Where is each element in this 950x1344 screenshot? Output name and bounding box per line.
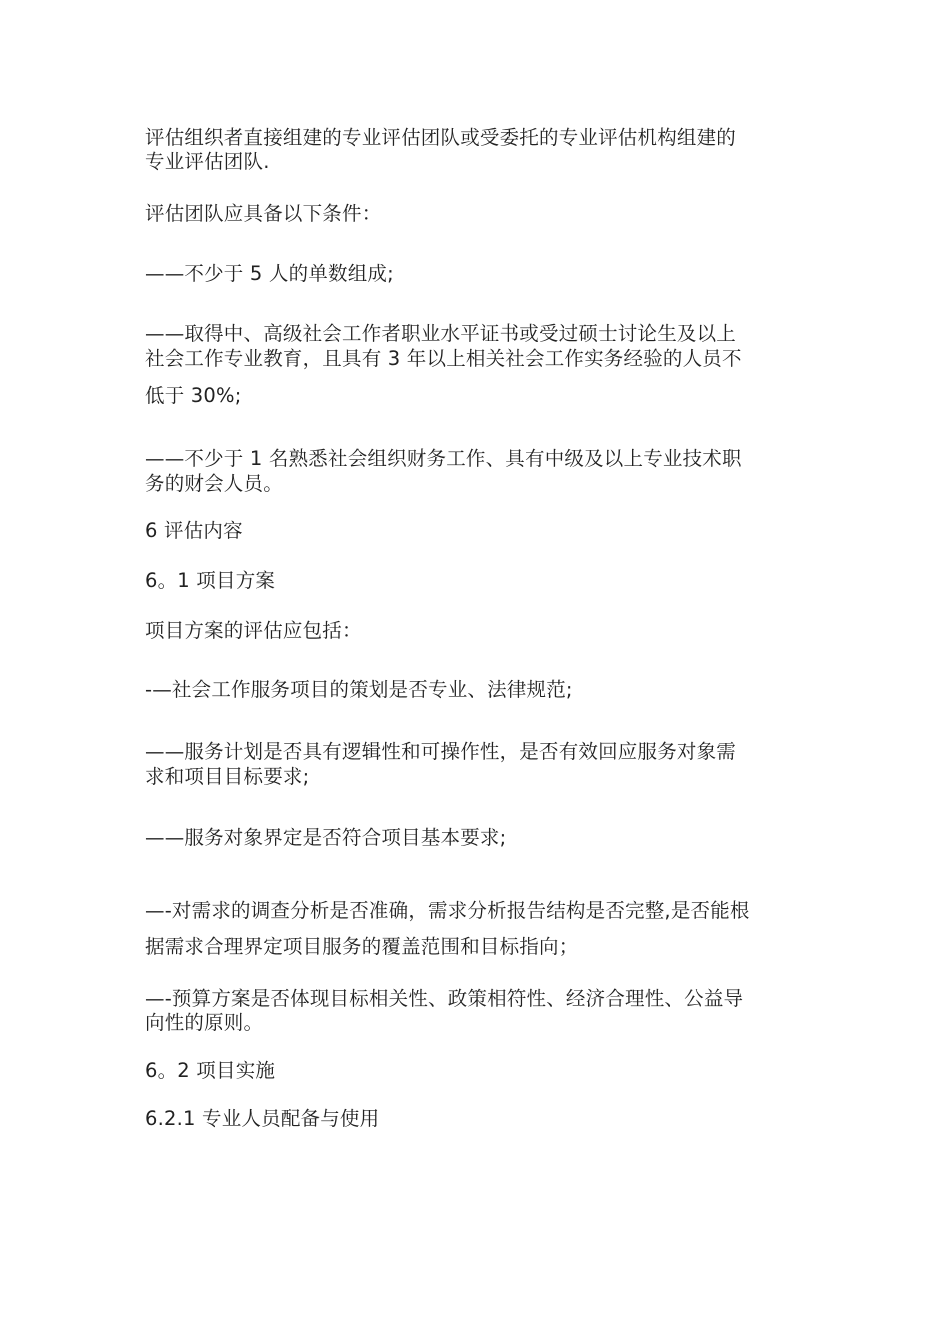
plan-item-service-plan-line-1: ——服务计划是否具有逻辑性和可操作性，是否有效回应服务对象需 [145, 740, 737, 763]
condition-item-qualification-line-1: ——取得中、高级社会工作者职业水平证书或受过硕士讨论生及以上 [145, 322, 737, 345]
plan-item-needs-analysis-line-1: —-对需求的调查分析是否准确，需求分析报告结构是否完整,是否能根 [145, 899, 750, 922]
paragraph-project-plan-intro: 项目方案的评估应包括： [145, 619, 362, 642]
plan-item-needs-analysis-line-2: 据需求合理界定项目服务的覆盖范围和目标指向； [145, 935, 579, 958]
subsubsection-heading-staffing: 6.2.1 专业人员配备与使用 [145, 1107, 380, 1130]
section-heading-evaluation-content: 6 评估内容 [145, 519, 243, 542]
condition-item-qualification-line-3: 低于 30%; [145, 384, 242, 407]
condition-item-headcount: ——不少于 5 人的单数组成; [145, 262, 394, 285]
plan-item-budget-line-2: 向性的原则。 [145, 1011, 264, 1034]
paragraph-team-composition-line-2: 专业评估团队. [145, 150, 270, 173]
paragraph-team-conditions-intro: 评估团队应具备以下条件： [145, 202, 382, 225]
plan-item-service-plan-line-2: 求和项目目标要求; [145, 765, 310, 788]
condition-item-accountant-line-1: ——不少于 1 名熟悉社会组织财务工作、具有中级及以上专业技术职 [145, 447, 742, 470]
subsection-heading-project-plan: 6。1 项目方案 [145, 569, 276, 592]
plan-item-target-definition: ——服务对象界定是否符合项目基本要求; [145, 826, 507, 849]
paragraph-team-composition-line-1: 评估组织者直接组建的专业评估团队或受委托的专业评估机构组建的 [145, 126, 737, 149]
subsection-heading-project-implementation: 6。2 项目实施 [145, 1059, 276, 1082]
plan-item-planning: -—社会工作服务项目的策划是否专业、法律规范; [145, 678, 573, 701]
plan-item-budget-line-1: —-预算方案是否体现目标相关性、政策相符性、经济合理性、公益导 [145, 987, 744, 1010]
condition-item-qualification-line-2: 社会工作专业教育，且具有 3 年以上相关社会工作实务经验的人员不 [145, 347, 742, 370]
condition-item-accountant-line-2: 务的财会人员。 [145, 472, 283, 495]
